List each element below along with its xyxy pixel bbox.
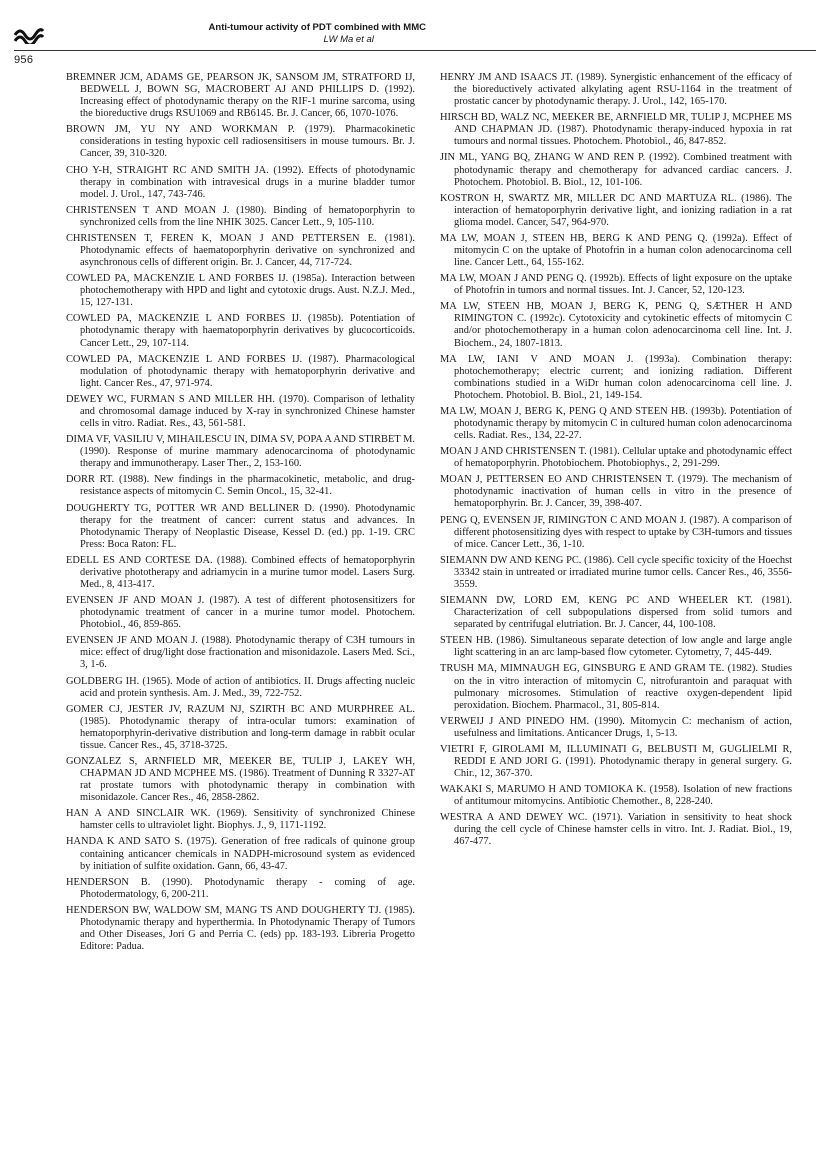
- reference-entry: HENDERSON B. (1990). Photodynamic therapy - coming of age. Photodermatology, 6, 200-211.: [66, 876, 415, 900]
- reference-entry: COWLED PA, MACKENZIE L AND FORBES IJ. (1987). Pharmacological modulation of photodynamic therapy with hematoporphyrin derivative and light. Cancer Res., 47, 971-974.: [66, 353, 415, 389]
- journal-logo-icon: [14, 26, 44, 44]
- reference-entry: SIEMANN DW, LORD EM, KENG PC AND WHEELER KT. (1981). Characterization of cell subpopulations dispersed from solid tumors and separated by centrifugal elutriation. Br. J. Cancer, 44, 100-108.: [440, 595, 792, 631]
- header-rule: [14, 50, 816, 51]
- reference-entry: HENDERSON BW, WALDOW SM, MANG TS AND DOUGHERTY TJ. (1985). Photodynamic therapy and hyperthermia. In Photodynamic Therapy of Tumors and Other Diseases, Jori G and Perria C. (eds) pp. 183-193. Libreria Progetto Editore: Padua.: [66, 904, 415, 953]
- page-number: 956: [14, 54, 34, 66]
- reference-entry: WESTRA A AND DEWEY WC. (1971). Variation in sensitivity to heat shock during the cell cycle of Chinese hamster cells in vitro. Int. J. Radiat. Biol., 19, 467-477.: [440, 812, 792, 848]
- reference-entry: HAN A AND SINCLAIR WK. (1969). Sensitivity of synchronized Chinese hamster cells to ultraviolet light. Biophys. J., 9, 1171-1192.: [66, 808, 415, 832]
- reference-entry: PENG Q, EVENSEN JF, RIMINGTON C AND MOAN J. (1987). A comparison of different photosensitizing dyes with respect to uptake by C3H-tumors and tissues of mice. Cancer Lett., 36, 1-10.: [440, 514, 792, 550]
- reference-entry: TRUSH MA, MIMNAUGH EG, GINSBURG E AND GRAM TE. (1982). Studies on the in vitro interaction of mitomycin C, nitrofurantoin and paraquat with pulmonary microsomes. Stimulation of reactive oxygen-dependent lipid peroxidation. Biochem. Pharmacol., 31, 805-814.: [440, 663, 792, 711]
- reference-entry: EVENSEN JF AND MOAN J. (1987). A test of different photosensitizers for photodynamic treatment of cancer in a murine tumor model. Photochem. Photobiol., 46, 859-865.: [66, 595, 415, 631]
- reference-entry: EVENSEN JF AND MOAN J. (1988). Photodynamic therapy of C3H tumours in mice: effect of drug/light dose fractionation and misonidazole. Lasers Med. Sci., 3, 1-6.: [66, 635, 415, 671]
- reference-entry: HANDA K AND SATO S. (1975). Generation of free radicals of quinone group containing anticancer chemicals in NADPH-microsound system as evidenced by initiation of sulfite oxidation. Gann, 66, 43-47.: [66, 836, 415, 872]
- reference-entry: MOAN J, PETTERSEN EO AND CHRISTENSEN T. (1979). The mechanism of photodynamic inactivation of human cells in vitro in the presence of hematoporphyrin. Br. J. Cancer, 39, 398-407.: [440, 474, 792, 510]
- reference-entry: GOLDBERG IH. (1965). Mode of action of antibiotics. II. Drugs affecting nucleic acid and protein synthesis. Am. J. Med., 39, 722-752.: [66, 675, 415, 699]
- reference-entry: DEWEY WC, FURMAN S AND MILLER HH. (1970). Comparison of lethality and chromosomal damage induced by X-ray in synchronized Chinese hamster cells in vitro. Radiat. Res., 43, 561-581.: [66, 393, 415, 429]
- reference-entry: VIETRI F, GIROLAMI M, ILLUMINATI G, BELBUSTI M, GUGLIELMI R, REDDI E AND JORI G. (1991). Photodynamic therapy in general surgery. G. Chir., 12, 367-370.: [440, 743, 792, 780]
- reference-entry: DIMA VF, VASILIU V, MIHAILESCU IN, DIMA SV, POPA A AND STIRBET M. (1990). Response of murine mammary adenocarcinoma of photodynamic therapy and immunotherapy. Laser Ther., 2, 153-160.: [66, 434, 415, 470]
- reference-entry: MA LW, STEEN HB, MOAN J, BERG K, PENG Q, SÆTHER H AND RIMINGTON C. (1992c). Cytotoxicity and cytokinetic effects of mitomycin C and/or photochemotherapy in a human colon adenocarcinoma cell line. Int. J. Biochem., 24, 1807-1813.: [440, 301, 792, 349]
- references-left-column: [66, 72, 415, 957]
- running-authors: LW Ma et al: [323, 34, 374, 45]
- reference-entry: BREMNER JCM, ADAMS GE, PEARSON JK, SANSOM JM, STRATFORD IJ, BEDWELL J, BOWN SG, MACROBERT AJ AND PHILLIPS D. (1992). Increasing effect of photodynamic therapy on the RIF-1 murine sarcoma, using the bioreductive drugs RSU1069 and RB6145. Br. J. Cancer, 66, 1070-1076.: [66, 72, 415, 120]
- reference-entry: DORR RT. (1988). New findings in the pharmacokinetic, metabolic, and drug-resistance aspects of mitomycin C. Semin Oncol., 15, 32-41.: [66, 474, 415, 498]
- reference-entry: JIN ML, YANG BQ, ZHANG W AND REN P. (1992). Combined treatment with photodynamic therapy and chemotherapy for advanced cardiac cancers. J. Photochem. Photobiol. B. Biol., 12, 101-106.: [440, 152, 792, 188]
- reference-entry: CHRISTENSEN T, FEREN K, MOAN J AND PETTERSEN E. (1981). Photodynamic effects of haematoporphyrin derivative on synchronized and asynchronous cells of different origin. Br. J. Cancer, 44, 717-724.: [66, 232, 415, 269]
- reference-entry: VERWEIJ J AND PINEDO HM. (1990). Mitomycin C: mechanism of action, usefulness and limitations. Anticancer Drugs, 1, 5-13.: [440, 715, 792, 739]
- reference-entry: MA LW, MOAN J AND PENG Q. (1992b). Effects of light exposure on the uptake of Photofrin in tumors and normal tissues. Int. J. Cancer, 52, 120-123.: [440, 273, 792, 297]
- reference-entry: EDELL ES AND CORTESE DA. (1988). Combined effects of hematoporphyrin derivative phototherapy and adriamycin in a murine tumor model. Lasers Surg. Med., 8, 413-417.: [66, 554, 415, 590]
- reference-entry: HIRSCH BD, WALZ NC, MEEKER BE, ARNFIELD MR, TULIP J, MCPHEE MS AND CHAPMAN JD. (1987). Photodynamic therapy-induced hypoxia in rat tumours and normal tissues. Photochem. Photobiol., 46, 847-852.: [440, 112, 792, 148]
- reference-entry: HENRY JM AND ISAACS JT. (1989). Synergistic enhancement of the efficacy of the bioreductively activated alkylating agent RSU-1164 in the treatment of prostatic cancer by photodynamic therapy. J. Urol., 142, 165-170.: [440, 72, 792, 108]
- reference-entry: MA LW, IANI V AND MOAN J. (1993a). Combination therapy: photochemotherapy; electric current; and ionizing radiation. Different combinations studied in a WiDr human colon adenocarcinoma cell line. J. Photochem. Photobiol. B. Biol., 21, 149-154.: [440, 353, 792, 401]
- reference-entry: MOAN J AND CHRISTENSEN T. (1981). Cellular uptake and photodynamic effect of hematoporphyrin. Photobiochem. Photobiophys., 2, 291-299.: [440, 446, 792, 470]
- running-head: [209, 22, 426, 46]
- reference-entry: KOSTRON H, SWARTZ MR, MILLER DC AND MARTUZA RL. (1986). The interaction of hematoporphyrin derivative light, and ionizing radiation in a rat glioma model. Cancer, 547, 964-970.: [440, 192, 792, 228]
- reference-entry: COWLED PA, MACKENZIE L AND FORBES IJ. (1985a). Interaction between photochemotherapy with HPD and light and cytotoxic drugs. Aust. N.Z.J. Med., 15, 127-131.: [66, 273, 415, 309]
- reference-entry: CHO Y-H, STRAIGHT RC AND SMITH JA. (1992). Effects of photodynamic therapy in combination with intravesical drugs in a murine bladder tumor model. J. Urol., 147, 743-746.: [66, 164, 415, 200]
- reference-entry: WAKAKI S, MARUMO H AND TOMIOKA K. (1958). Isolation of new fractions of antitumour mitomycins. Antibiotic Chemother., 8, 228-240.: [440, 784, 792, 808]
- reference-entry: BROWN JM, YU NY AND WORKMAN P. (1979). Pharmacokinetic considerations in testing hypoxic cell radiosensitisers in mouse tumours. Br. J. Cancer, 39, 310-320.: [66, 124, 415, 160]
- reference-entry: STEEN HB. (1986). Simultaneous separate detection of low angle and large angle light scattering in an arc lamp-based flow cytometer. Cytometry, 7, 445-449.: [440, 635, 792, 659]
- reference-entry: CHRISTENSEN T AND MOAN J. (1980). Binding of hematoporphyrin to synchronized cells from the line NHIK 3025. Cancer Lett., 9, 105-110.: [66, 204, 415, 228]
- reference-entry: DOUGHERTY TG, POTTER WR AND BELLINER D. (1990). Photodynamic therapy for the treatment of cancer: current status and advances. In Photodynamic Therapy of Neoplastic Disease, Kessel D. (ed.) pp. 1-19. CRC Press: Boca Raton: FL.: [66, 502, 415, 550]
- reference-entry: MA LW, MOAN J, STEEN HB, BERG K AND PENG Q. (1992a). Effect of mitomycin C on the uptake of Photofrin in a human colon adenocarcinoma cell line. Cancer Lett., 64, 155-162.: [440, 232, 792, 269]
- reference-entry: GOMER CJ, JESTER JV, RAZUM NJ, SZIRTH BC AND MURPHREE AL. (1985). Photodynamic therapy of intra-ocular tumors: examination of hematoporphyrin-derivative distribution and long-term damage in rabbit ocular tissue. Cancer Res., 45, 3718-3725.: [66, 703, 415, 751]
- running-title: Anti-tumour activity of PDT combined with MMC: [208, 22, 426, 33]
- references-right-column: [440, 72, 792, 853]
- reference-entry: GONZALEZ S, ARNFIELD MR, MEEKER BE, TULIP J, LAKEY WH, CHAPMAN JD AND MCPHEE MS. (1986). Treatment of Dunning R 3327-AT rat prostate tumors with photodynamic therapy in combination with misonidazole. Cancer Res., 46, 2858-2862.: [66, 755, 415, 804]
- reference-entry: MA LW, MOAN J, BERG K, PENG Q AND STEEN HB. (1993b). Potentiation of photodynamic therapy by mitomycin C in cultured human colon adenocarcinoma cells. Radiat. Res., 134, 22-27.: [440, 405, 792, 442]
- reference-entry: COWLED PA, MACKENZIE L AND FORBES IJ. (1985b). Potentiation of photodynamic therapy with haematoporphyrin derivatives by glucocorticoids. Cancer Lett., 29, 107-114.: [66, 313, 415, 349]
- reference-entry: SIEMANN DW AND KENG PC. (1986). Cell cycle specific toxicity of the Hoechst 33342 stain in untreated or irradiated murine tumor cells. Cancer Res., 46, 3556-3559.: [440, 554, 792, 590]
